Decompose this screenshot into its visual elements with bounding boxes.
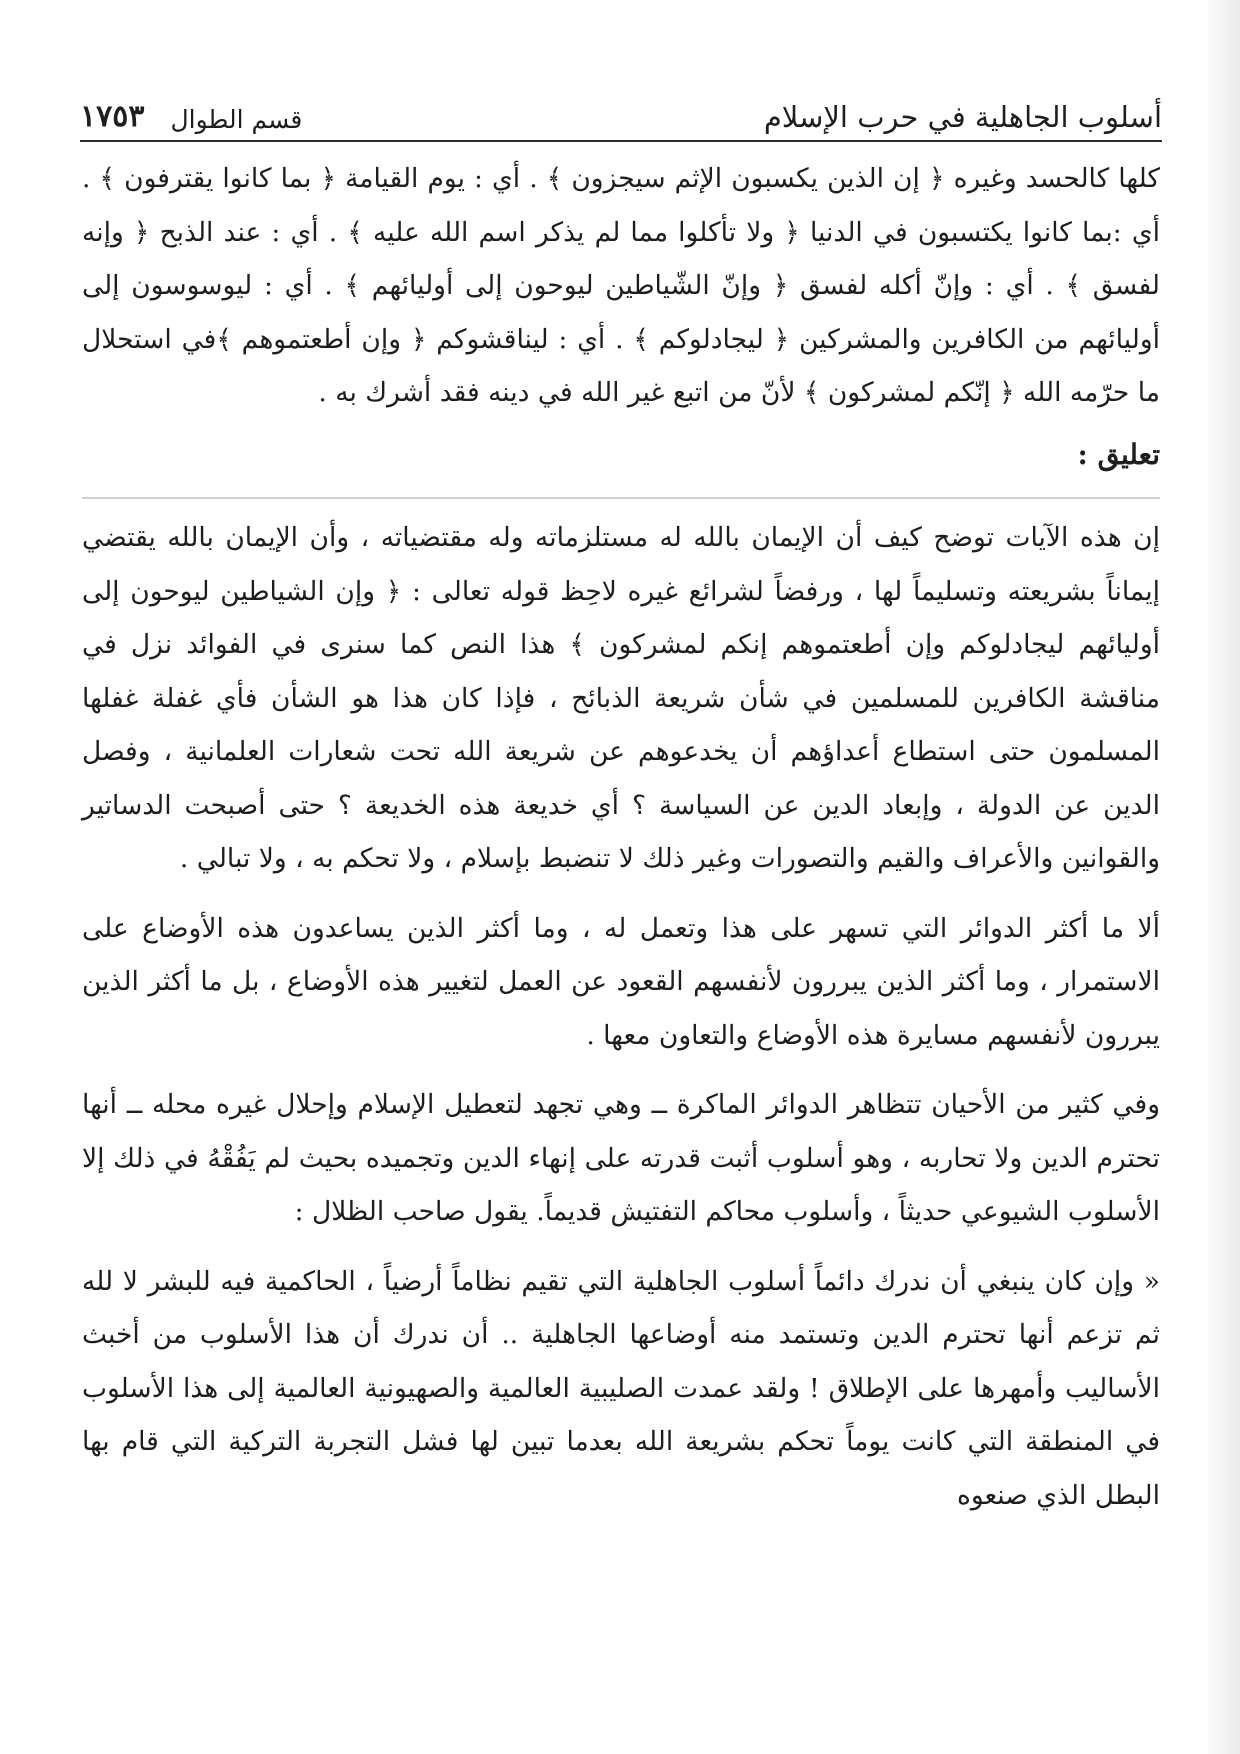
page-body (82, 152, 1160, 1522)
paragraph-verses: كلها كالحسد وغيره ﴿ إن الذين يكسبون الإثم سيجزون ﴾ . أي : يوم القيامة ﴿ بما كانوا يقترفون ﴾ . أي :بما كانوا يكتسبون في الدنيا ﴿ ولا تأكلوا مما لم يذكر اسم الله عليه ﴾ . أي : عند الذبح ﴿ وإنه لفسق ﴾ . أي : وإنّ أكله لفسق ﴿ وإنّ الشّياطين ليوحون إلى أوليائهم ﴾ . أي : ليوسوسون إلى أوليائهم من الكافرين والمشركين ﴿ ليجادلوكم ﴾ . أي : ليناقشوكم ﴿ وإن أطعتموهم ﴾في استحلال ما حرّمه الله ﴿ إنّكم لمشركون ﴾ لأنّ من اتبع غير الله في دينه فقد أشرك به . (82, 163, 1160, 408)
header-left-group (80, 99, 302, 134)
paragraph-quotation: « وإن كان ينبغي أن ندرك دائماً أسلوب الجاهلية التي تقيم نظاماً أرضياً ، الحاكمية فيه للبشر لا لله ثم تزعم أنها تحترم الدين وتستمد منه أوضاعها الجاهلية .. أن ندرك أن هذا الأسلوب من أخبث الأساليب وأمهرها على الإطلاق ! ولقد عمدت الصليبية العالمية والصهيونية العالمية إلى هذا الأسلوب في المنطقة التي كانت يوماً تحكم بشريعة الله بعدما تبين لها فشل التجربة التركية التي قام بها البطل الذي صنعوه (82, 1265, 1160, 1511)
page-number: ١٧٥٣ (80, 99, 145, 134)
running-title: أسلوب الجاهلية في حرب الإسلام (763, 100, 1162, 134)
heading-commentary: تعليق : (1077, 437, 1160, 471)
paragraph-commentary-1: إن هذه الآيات توضح كيف أن الإيمان بالله له مستلزماته وله مقتضياته ، وأن الإيمان بالله يقتضي إيماناً بشريعته وتسليماً لها ، ورفضاً لشرائع غيره لاحِظ قوله تعالى : ﴿ وإن الشياطين ليوحون إلى أوليائهم ليجادلوكم وإن أطعتموهم إنكم لمشركون ﴾ هذا النص كما سنرى في الفوائد نزل في مناقشة الكافرين للمسلمين في شأن شريعة الذبائح ، فإذا كان هذا هو الشأن فأي غفلة غفلها المسلمون حتى استطاع أعداؤهم أن يخدعوهم عن شريعة الله تحت شعارات العلمانية ، وفصل الدين عن الدولة ، وإبعاد الدين عن السياسة ؟ أي خديعة هذه الخديعة ؟ حتى أصبحت الدساتير والقوانين والأعراف والقيم والتصورات وغير ذلك لا تنضبط بإسلام ، ولا تحكم به ، ولا تبالي . (82, 522, 1160, 874)
section-name: قسم الطوال (170, 105, 303, 134)
section-divider (82, 497, 1160, 499)
page-header (80, 82, 1162, 142)
paragraph-commentary-2: ألا ما أكثر الدوائر التي تسهر على هذا وتعمل له ، وما أكثر الذين يساعدون هذه الأوضاع على الاستمرار ، وما أكثر الذين يبررون لأنفسهم القعود عن العمل لتغيير هذه الأوضاع ، بل ما أكثر الذين يبررون لأنفسهم مسايرة هذه الأوضاع والتعاون معها . (82, 912, 1160, 1051)
paragraph-commentary-3: وفي كثير من الأحيان تتظاهر الدوائر الماكرة ــ وهي تجهد لتعطيل الإسلام وإحلال غيره محله ــ أنها تحترم الدين ولا تحاربه ، وهو أسلوب أثبت قدرته على إنهاء الدين وتجميده بحيث لم يَفُقْهُ في ذلك إلا الأسلوب الشيوعي حديثاً ، وأسلوب محاكم التفتيش قديماً. يقول صاحب الظلال : (82, 1089, 1160, 1227)
